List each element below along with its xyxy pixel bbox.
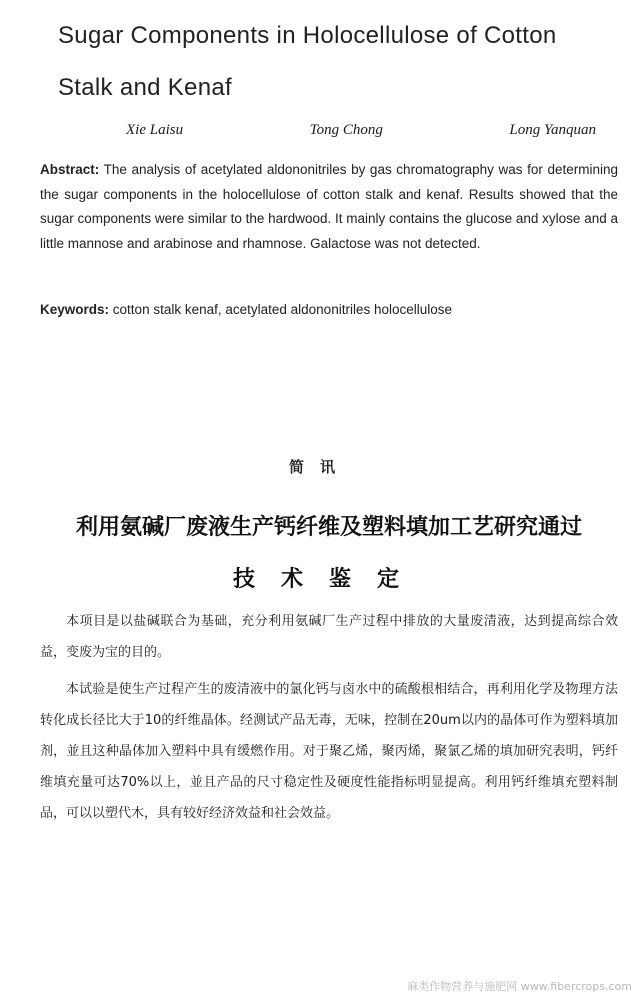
chinese-title-line-2: 技术鉴定 — [232, 567, 425, 592]
author-2: Tong Chong — [309, 122, 383, 138]
chinese-paragraph-2: 本试验是使生产过程产生的废清液中的氯化钙与卤水中的硫酸根相结合，再利用化学及物理方法转化成长径比大于10的纤维晶体。经测试产品无毒，无味，控制在20um以内的晶体可作为塑料填加剂，並且这种晶体加入塑料中具有缓燃作用。对于聚乙烯，聚丙烯，聚氯乙烯的填加研究表明，钙纤维填充量可达70%以上，並且产品的尺寸稳定性及硬度性能指标明显提高。利用钙纤维填充塑料制品，可以以塑代木，具有较好经济效益和社会效益。 — [40, 682, 618, 821]
author-list — [126, 122, 596, 139]
site-watermark: 麻类作物营养与施肥网 www.fibercrops.com — [407, 980, 632, 993]
author-1: Xie Laisu — [126, 122, 184, 138]
chinese-paragraph-1: 本项目是以盐碱联合为基础，充分利用氨碱厂生产过程中排放的大量废清液，达到提高综合效益，变废为宝的目的。 — [40, 614, 618, 660]
chinese-title — [40, 502, 618, 606]
english-abstract — [40, 158, 618, 256]
keywords-label: Keywords: — [40, 302, 110, 317]
english-title: Sugar Components in Holocellulose of Cotton Stalk and Kenaf — [58, 22, 557, 101]
chinese-title-line-1: 利用氨碱厂废液生产钙纤维及塑料填加工艺研究通过 — [75, 515, 582, 540]
news-section-label: 简讯 — [288, 458, 351, 476]
keywords-text: cotton stalk kenaf, acetylated aldononitriles holocellulose — [112, 302, 453, 317]
abstract-label: Abstract: — [40, 162, 100, 177]
chinese-body — [40, 606, 618, 835]
english-keywords — [40, 298, 618, 322]
abstract-text: The analysis of acetylated aldononitriles by gas chromatography was for determining the sugar components in the holocellulose of cotton stalk and kenaf. Results showed that the sugar components were similar to the hardwood. It mainly contains the glucose and xylose and a little mannose and arabinose and rhamnose. Galactose was not detected. — [40, 162, 618, 251]
author-3: Long Yanquan — [509, 122, 596, 138]
